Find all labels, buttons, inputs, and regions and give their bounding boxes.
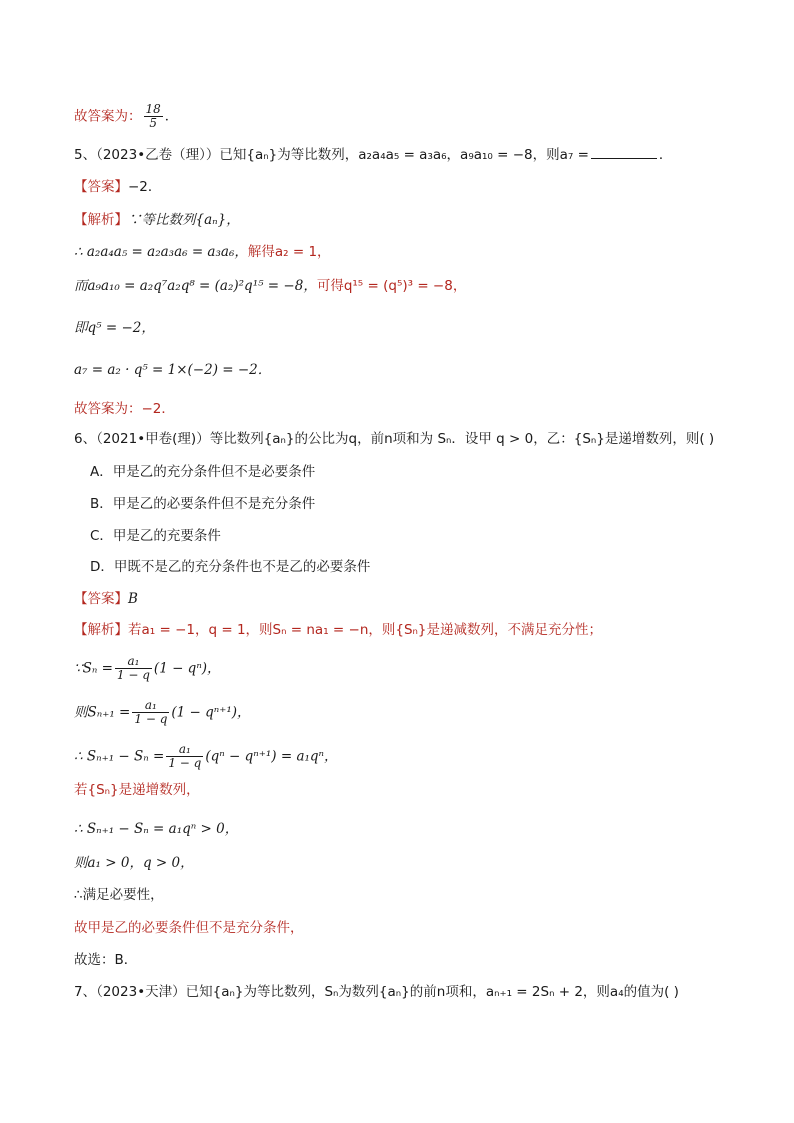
q5-analysis-tag: 【解析】 [74,212,128,228]
q5-answer-tag: 【答案】 [74,179,128,195]
q6-analysis-9: 故甲是乙的必要条件但不是充分条件， [74,920,304,936]
q5-analysis-1: 【解析】∵等比数列{aₙ}， [74,212,240,228]
q6-option-b: B．甲是乙的必要条件但不是充分条件 [90,496,316,512]
q6-analysis-8: ∴满足必要性， [74,887,164,903]
q5-analysis-2: ∴ a₂a₄a₅ = a₂a₃a₆ = a₃a₆，解得a₂ = 1， [74,244,331,260]
q5-question-text: 5、（2023•乙卷（理））已知{aₙ}为等比数列，a₂a₄a₅ = a₃a₆，a₉a₁₀ = −8，则a₇ = [74,147,589,163]
q5-answer [74,178,734,196]
q6-option-c: C．甲是乙的充要条件 [90,528,221,544]
q6-analysis-6: ∴ Sₙ₊₁ − Sₙ = a₁qⁿ > 0， [74,821,239,837]
q6-answer-tag: 【答案】 [74,591,128,607]
q6-option-d: D．甲既不是乙的充分条件也不是乙的必要条件 [90,559,371,575]
prev-answer-line [74,103,734,130]
q6-answer [74,590,734,608]
q5-analysis-5: a₇ = a₂ · q⁵ = 1×(−2) = −2． [74,362,272,378]
q6-analysis-tag: 【解析】 [74,622,128,638]
q6-answer-value: B [128,591,138,607]
q6-question: 6、（2021•甲卷(理)）等比数列{aₙ}的公比为q，前n项和为 Sₙ．设甲 q > 0，乙：{Sₙ}是递增数列，则( ) [74,431,715,447]
q6-option-a: A．甲是乙的充分条件但不是必要条件 [90,464,316,480]
q6-analysis-4: ∴ Sₙ₊₁ − Sₙ = $\frac{\text{a₁}}{1 - q}$ (qⁿ − qⁿ⁺¹) = a₁qⁿ， [74,742,338,770]
q6-analysis-10: 故选：B． [74,952,138,968]
prev-answer-suffix: ． [164,108,179,125]
q6-analysis-3: 则Sₙ₊₁ = $\frac{\text{a₁}}{1 - q}$ (1 − qⁿ⁺¹)， [74,698,251,726]
q5-final-answer: 故答案为：−2． [74,401,175,417]
q5-question: 5、（2023•乙卷（理））已知{aₙ}为等比数列，a₂a₄a₅ = a₃a₆，a₉a₁₀ = −8，则a₇ = ． [74,147,673,163]
q5-analysis-3: 而a₉a₁₀ = a₂q⁷a₂q⁸ = (a₂)²q¹⁵ = −8，可得q¹⁵ = (q⁵)³ = −8， [74,278,467,294]
q5-answer-value: −2． [128,179,162,195]
q5-answer-blank [591,146,657,159]
prev-answer-prefix: 故答案为： [74,108,142,125]
q6-analysis-5: 若{Sₙ}是递增数列， [74,782,200,798]
prev-answer-fraction: $\frac{18}{5}$ [145,102,161,130]
q7-question: 7、（2023•天津）已知{aₙ}为等比数列，Sₙ为数列{aₙ}的前n项和，aₙ₊₁ = 2Sₙ + 2，则a₄的值为( ) [74,984,679,1000]
q5-analysis-4: 即q⁵ = −2， [74,320,155,336]
q6-analysis-7: 则a₁ > 0，q > 0， [74,855,194,871]
q6-analysis-1: 【解析】若a₁ = −1，q = 1，则Sₙ = na₁ = −n，则{Sₙ}是递减数列，不满足充分性； [74,622,603,638]
q6-analysis-2: ∵Sₙ = $\frac{\text{a₁}}{1 - q}$ (1 − qⁿ)， [74,654,221,682]
